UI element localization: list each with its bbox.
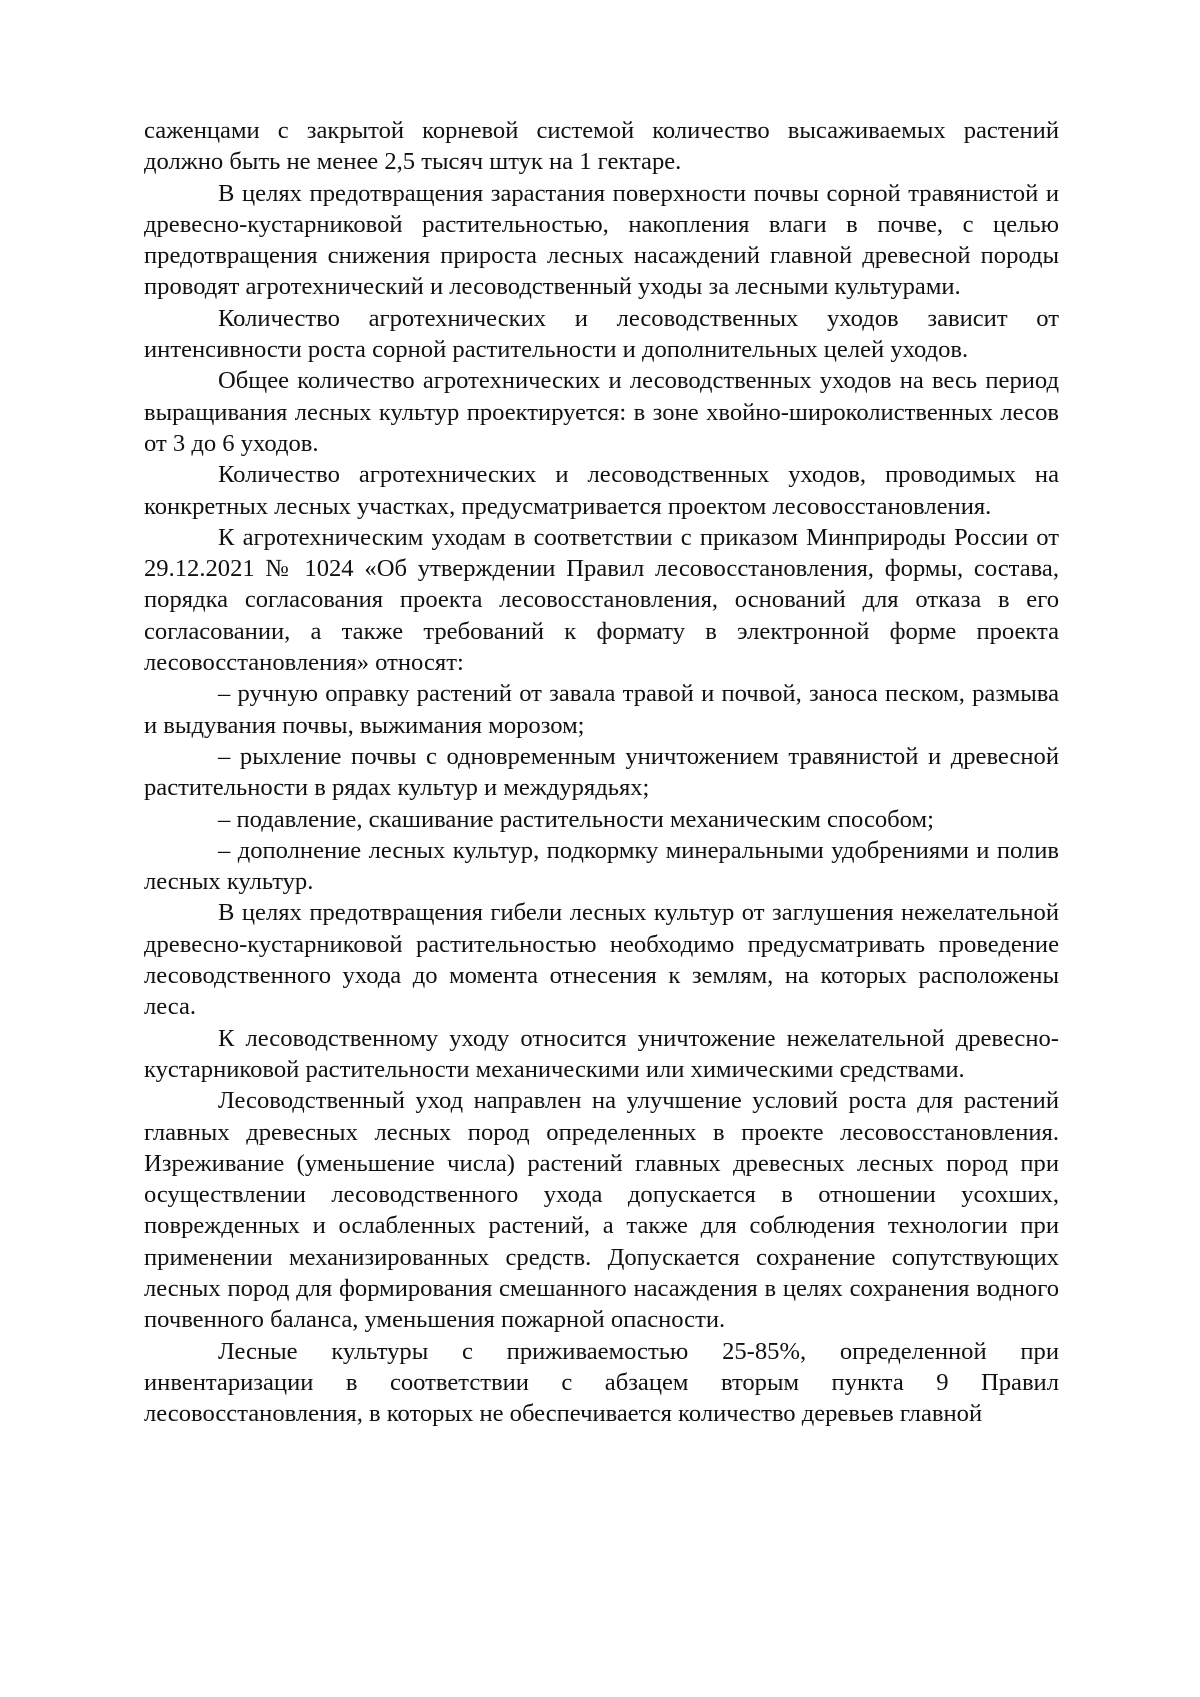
list-item-mowing: – подавление, скашивание растительности механическим способом;: [218, 805, 934, 833]
paragraph-silvicultural-need: В целях предотвращения гибели лесных культур от заглушения нежелательной древесно-кустарниковой растительностью необходимо предусматривать проведение лесоводственного ухода до момента отнесения к землям, на которых расположены леса.: [144, 899, 1059, 1021]
paragraph-silvicultural-purpose: Лесоводственный уход направлен на улучшение условий роста для растений главных древесных лесных пород определенных в проекте лесовосстановления. Изреживание (уменьшение числа) растений главных древесных лесных пород при осуществлении лесоводственного ухода допускается в отношении усохших, поврежденных и ослабленных растений, а также для соблюдения технологии при применении механизированных средств. Допускается сохранение сопутствующих лесных пород для формирования смешанного насаждения в целях сохранения водного почвенного баланса, уменьшения пожарной опасности.: [144, 1087, 1059, 1334]
paragraph-silvicultural-definition: К лесоводственному уходу относится уничтожение нежелательной древесно-кустарниковой растительности механическими или химическими средствами.: [144, 1024, 1059, 1083]
list-item-manual-straightening: – ручную оправку растений от завала травой и почвой, заноса песком, размыва и выдувания почвы, выжимания морозом;: [144, 680, 1059, 739]
paragraph-agrotechnical-order: К агротехническим уходам в соответствии с приказом Минприроды России от 29.12.2021 № 1024 «Об утверждении Правил лесовосстановления, формы, состава, порядка согласования проекта лесовосстановления, оснований для отказа в его согласовании, а также требований к формату в электронной форме проекта лесовосстановления» относят:: [144, 523, 1059, 677]
list-item-supplement: – дополнение лесных культур, подкормку минеральными удобрениями и полив лесных культур.: [144, 836, 1059, 896]
paragraph-continuation: саженцами с закрытой корневой системой количество высаживаемых растений должно быть не менее 2,5 тысяч штук на 1 гектаре.: [144, 117, 1059, 176]
paragraph-care-count: Количество агротехнических и лесоводственных уходов зависит от интенсивности роста сорной растительности и дополнительных целей уходов.: [144, 304, 1059, 364]
list-item-soil-loosening: – рыхление почвы с одновременным уничтожением травянистой и древесной растительности в рядах культур и междурядьях;: [144, 742, 1059, 802]
document-body: [144, 115, 1059, 1429]
paragraph-survival-rate: Лесные культуры с приживаемостью 25-85%, определенной при инвентаризации в соответствии с абзацем вторым пункта 9 Правил лесовосстановления, в которых не обеспечивается количество деревьев главной: [144, 1337, 1059, 1428]
paragraph-total-care: Общее количество агротехнических и лесоводственных уходов на весь период выращивания лесных культур проектируется: в зоне хвойно-широколиственных лесов от 3 до 6 уходов.: [144, 367, 1059, 457]
paragraph-care-project: Количество агротехнических и лесоводственных уходов, проводимых на конкретных лесных участках, предусматривается проектом лесовосстановления.: [144, 461, 1059, 520]
paragraph-weed-prevention: В целях предотвращения зарастания поверхности почвы сорной травянистой и древесно-кустарниковой растительностью, накопления влаги в почве, с целью предотвращения снижения прироста лесных насаждений главной древесной породы проводят агротехнический и лесоводственный уходы за лесными культурами.: [144, 179, 1059, 301]
